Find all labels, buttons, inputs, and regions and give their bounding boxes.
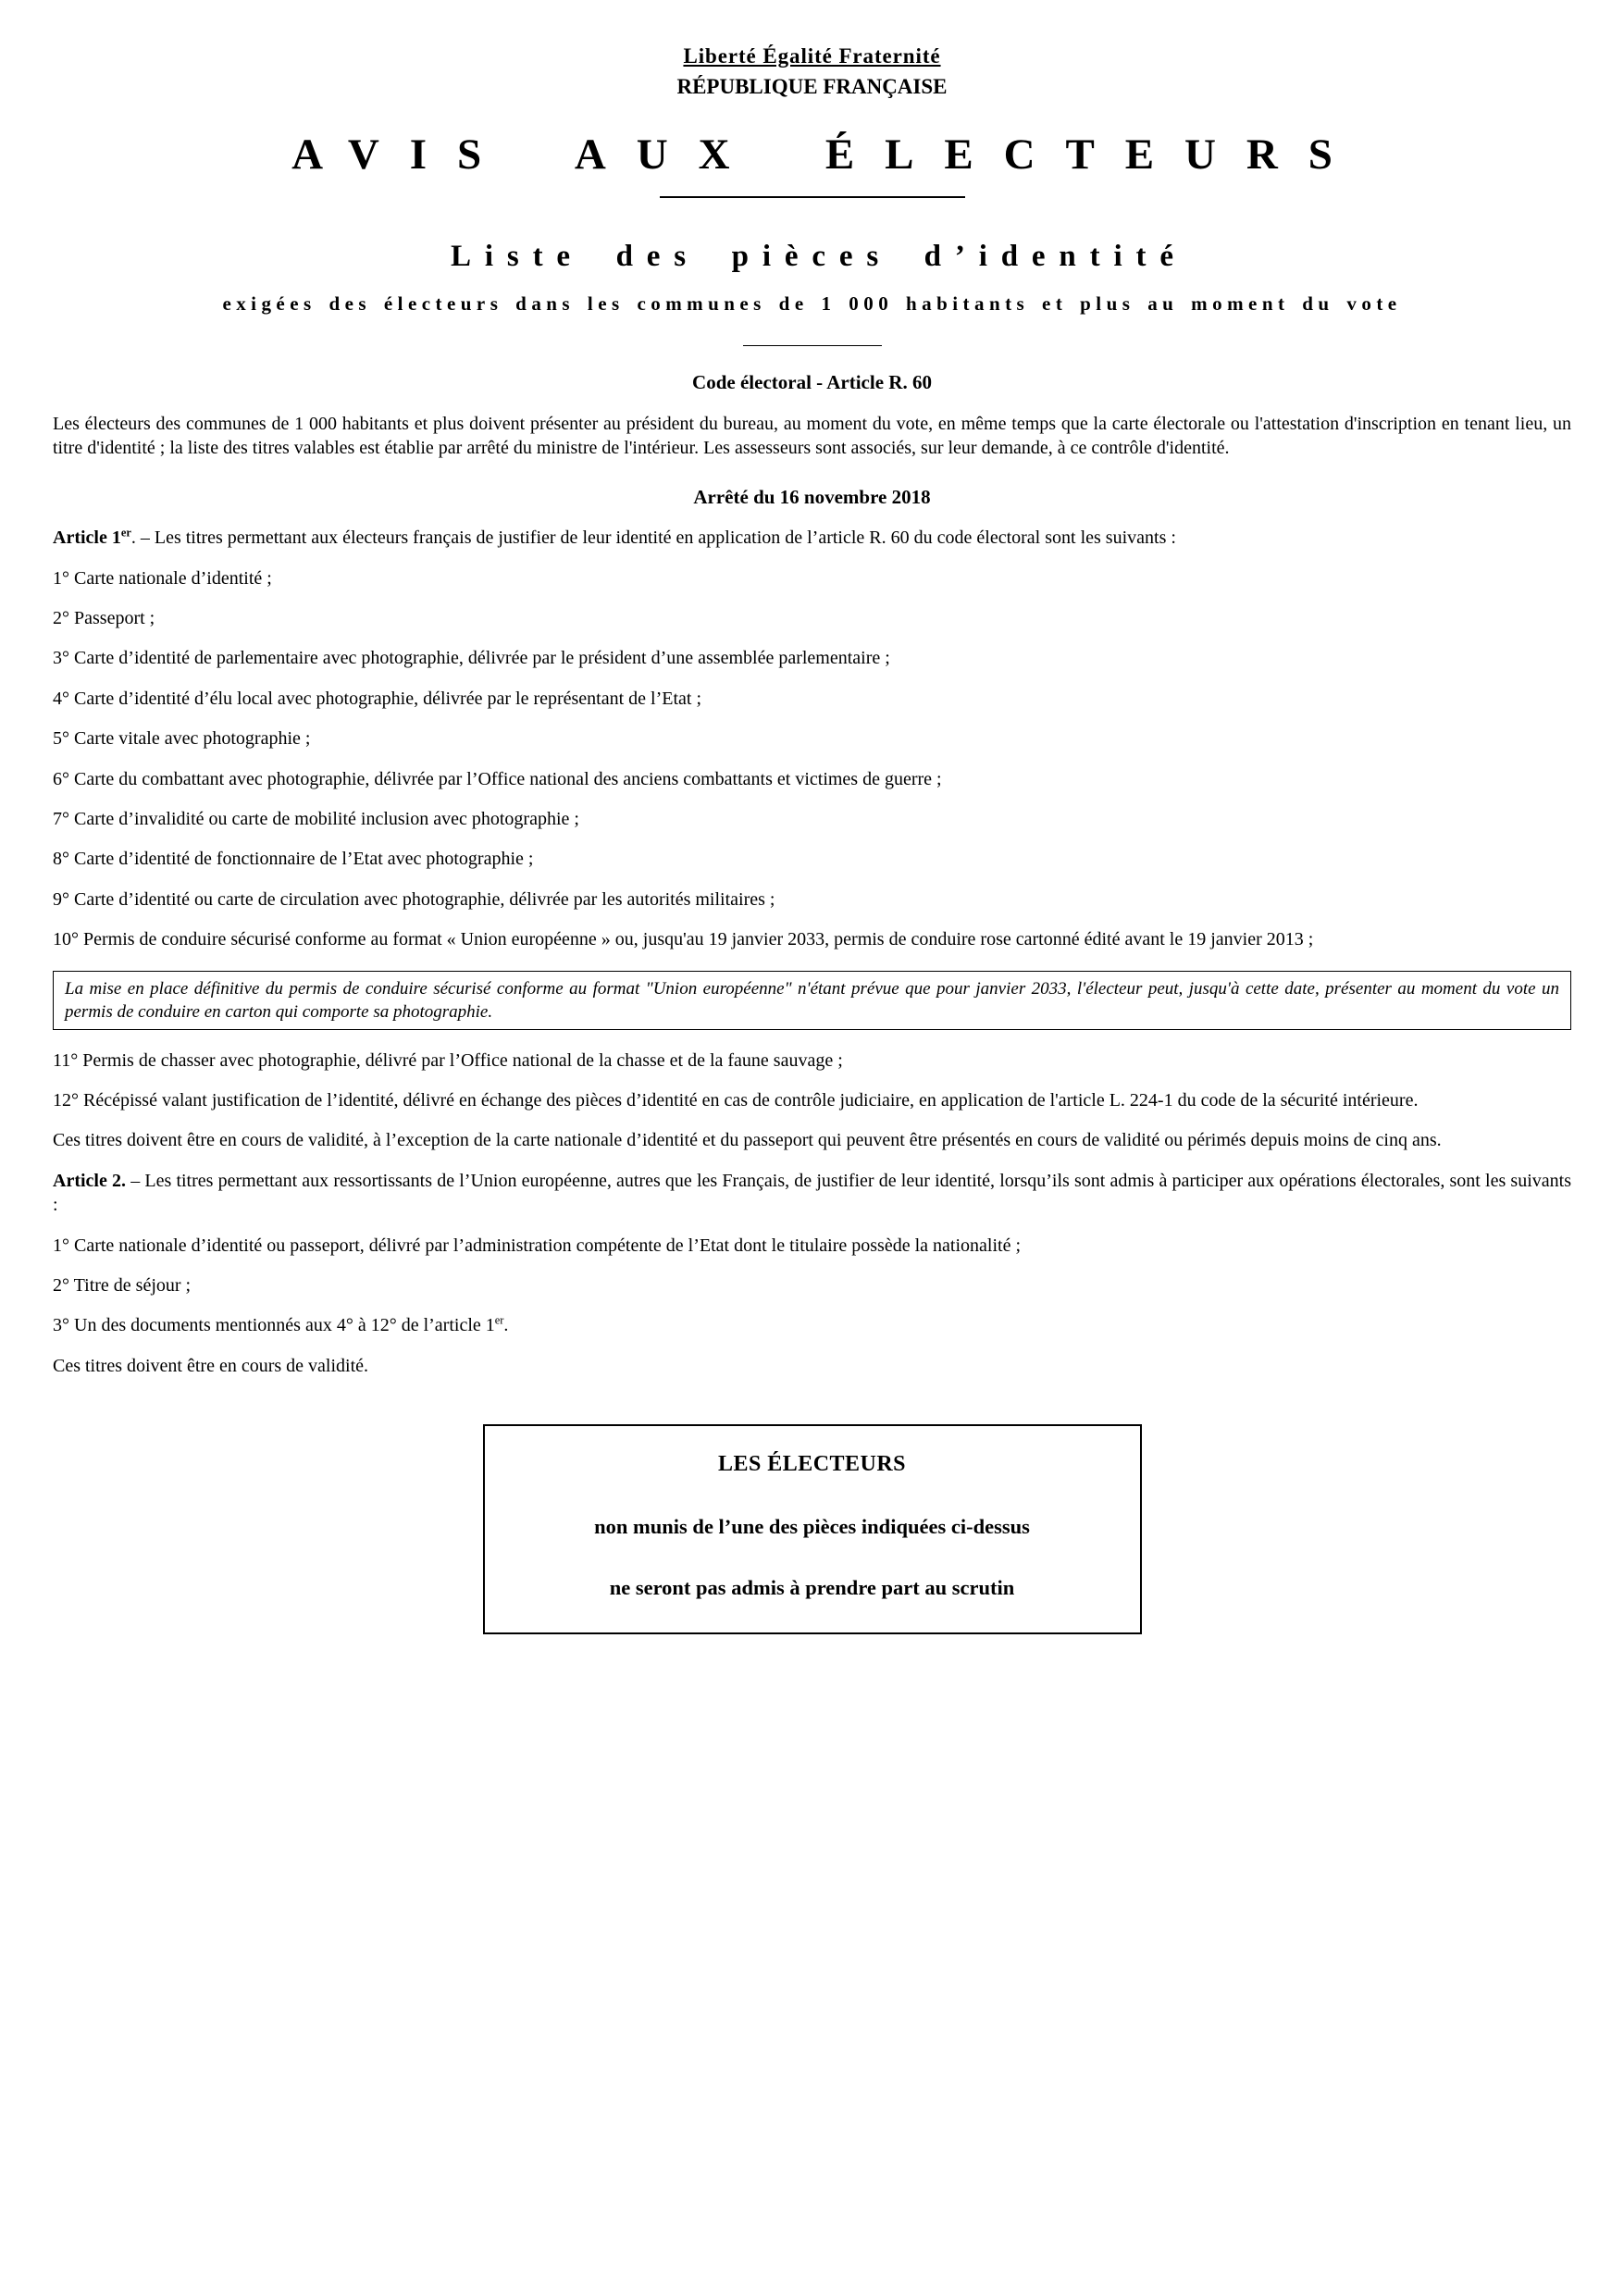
subtitle: Liste des pièces d’identité	[451, 239, 1187, 273]
list-item: 5° Carte vitale avec photographie ;	[53, 728, 311, 750]
list-item: 3° Carte d’identité de parlementaire avec photographie, délivrée par le président d’une assemblée parlementaire ;	[53, 648, 890, 669]
republic-title: RÉPUBLIQUE FRANÇAISE	[676, 75, 948, 99]
list-item: 12° Récépissé valant justification de l’identité, délivré en échange des pièces d’identité en cas de contrôle judiciaire, en application de l'article L. 224-1 du code de la sécurité intérieure.	[53, 1090, 1419, 1111]
section-divider	[743, 345, 882, 346]
warning-line-3: ne seront pas admis à prendre part au scrutin	[609, 1575, 1015, 1599]
list-item: 6° Carte du combattant avec photographie, délivrée par l’Office national des anciens combattants et victimes de guerre ;	[53, 768, 942, 789]
article1-label-text: Article 1	[53, 527, 121, 549]
arrete-heading: Arrêté du 16 novembre 2018	[693, 485, 931, 508]
subtitle-line2: exigées des électeurs dans les communes de 1 000 habitants et plus au moment du vote	[222, 292, 1402, 316]
article1-intro	[53, 526, 1571, 550]
driving-licence-note-text: La mise en place définitive du permis de conduire sécurisé conforme au format "Union européenne" n'étant prévue que pour janvier 2033, l'électeur peut, jusqu'à cette date, présenter au moment du vote un permis de conduire en carton qui comporte sa photographie.	[65, 978, 1559, 1022]
code-electoral-paragraph: Les électeurs des communes de 1 000 habitants et plus doivent présenter au président du bureau, au moment du vote, en même temps que la carte électorale ou l'attestation d'inscription en tenant lieu, un titre d'identité ; la liste des titres valables est établie par arrêté du ministre de l'intérieur. Les assesseurs sont associés, sur leur demande, à ce contrôle d'identité.	[53, 413, 1571, 459]
list-item: 8° Carte d’identité de fonctionnaire de l’Etat avec photographie ;	[53, 849, 534, 870]
article1-validity-note: Ces titres doivent être en cours de validité, à l’exception de la carte nationale d’identité et du passeport qui peuvent être présentés en cours de validité ou périmés depuis moins de cinq ans.	[53, 1130, 1442, 1151]
article2-validity-note: Ces titres doivent être en cours de validité.	[53, 1355, 369, 1376]
article2-label: Article 2.	[53, 1170, 127, 1191]
article1-intro-text: . – Les titres permettant aux électeurs français de justifier de leur identité en application de l’article R. 60 du code électoral sont les suivants :	[130, 527, 1176, 549]
article1-label-superscript: er	[120, 526, 131, 540]
page-title: AVIS AUX ÉLECTEURS	[291, 130, 1363, 179]
list-item: 10° Permis de conduire sécurisé conforme au format « Union européenne » ou, jusqu'au 19 janvier 2033, permis de conduire rose cartonné édité avant le 19 janvier 2013 ;	[53, 929, 1314, 950]
list-item: 1° Carte nationale d’identité ;	[53, 567, 272, 589]
list-item: 2° Titre de séjour ;	[53, 1275, 192, 1297]
driving-licence-note-box	[53, 971, 1571, 1030]
article2-intro-text: – Les titres permettant aux ressortissants de l’Union européenne, autres que les Français, de justifier de leur identité, lorsqu’ils sont admis à participer aux opérations électorales, sont les suivants :	[53, 1170, 1571, 1216]
voters-warning-box	[483, 1424, 1142, 1634]
article1-label	[53, 527, 131, 548]
list-item-text: 3° Un des documents mentionnés aux 4° à 12° de l’article 1	[53, 1315, 495, 1336]
warning-line-2: non munis de l’une des pièces indiquées ci-dessus	[594, 1514, 1030, 1538]
warning-title: LES ÉLECTEURS	[718, 1452, 906, 1477]
list-item	[53, 1313, 1571, 1337]
article2-intro	[53, 1169, 1571, 1218]
article-reference-superscript: er	[494, 1313, 504, 1327]
list-item: 4° Carte d’identité d’élu local avec photographie, délivrée par le représentant de l’Etat ;	[53, 688, 702, 709]
motto: Liberté Égalité Fraternité	[683, 44, 941, 68]
list-item: 2° Passeport ;	[53, 608, 155, 629]
list-item: 9° Carte d’identité ou carte de circulation avec photographie, délivrée par les autorités militaires ;	[53, 888, 775, 910]
list-item: 11° Permis de chasser avec photographie, délivré par l’Office national de la chasse et de la faune sauvage ;	[53, 1049, 843, 1071]
list-item: 7° Carte d’invalidité ou carte de mobilité inclusion avec photographie ;	[53, 808, 579, 829]
list-item: 1° Carte nationale d’identité ou passeport, délivré par l’administration compétente de l’Etat dont le titulaire possède la nationalité ;	[53, 1235, 1021, 1256]
code-electoral-heading: Code électoral - Article R. 60	[692, 371, 932, 394]
list-item-tail: .	[503, 1315, 509, 1336]
title-divider	[660, 196, 965, 198]
